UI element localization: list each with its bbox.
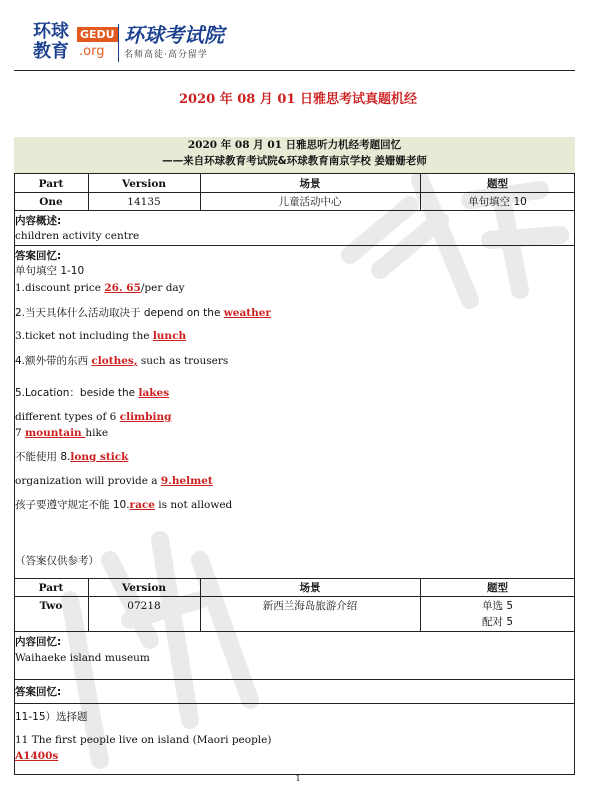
page-title: 2020 年 08 月 01 日雅思考试真题机经 <box>179 92 417 107</box>
summary-text: children activity centre <box>15 230 140 242</box>
row-divider <box>14 245 575 246</box>
question-10: 孩子要遵守规定不能 10.race is not allowed <box>15 499 233 511</box>
row-divider <box>14 703 575 704</box>
question-7: 7 mountain hike <box>15 427 109 439</box>
col-header-scene: 场景 <box>299 582 321 594</box>
table-title-band <box>14 137 575 174</box>
row-divider <box>14 578 575 579</box>
part1-scene: 儿童活动中心 <box>278 196 342 208</box>
question-8: 不能使用 8.long stick <box>15 451 129 463</box>
content-label: 内容回忆: <box>15 636 62 648</box>
question-6: different types of 6 climbing <box>15 411 172 423</box>
content-text: Waihaeke island museum <box>15 652 150 664</box>
answers2-intro: 11-15）选择题 <box>15 711 88 723</box>
page-number: 1 <box>295 774 301 783</box>
row-divider <box>14 210 575 211</box>
question-9: organization will provide a 9.helmet <box>15 475 213 487</box>
logo-text-bottom: 教育 <box>33 41 69 62</box>
brand-tagline: 名师高徒·高分留学 <box>124 50 208 60</box>
part2-number: Two <box>39 600 63 612</box>
col-header-scene: 场景 <box>299 178 321 190</box>
table-title: 2020 年 08 月 01 日雅思听力机经考题回忆 <box>187 139 402 151</box>
part2-type-1: 单选 5 <box>481 600 514 612</box>
question-1: 1.discount price 26. 65/per day <box>15 282 185 294</box>
col-header-part: Part <box>38 582 64 594</box>
part2-version: 07218 <box>127 600 161 612</box>
row-divider <box>14 631 575 632</box>
brand-name: 环球考试院 <box>124 23 224 47</box>
col-header-type: 题型 <box>487 178 508 190</box>
question-3: 3.ticket not including the lunch <box>15 330 187 342</box>
question-11-answer: A1400s <box>15 750 59 762</box>
logo-badge: GEDU <box>77 27 118 42</box>
question-5: 5.Location：beside the lakes <box>15 387 170 399</box>
col-header-version: Version <box>122 178 166 190</box>
part2-type-2: 配对 5 <box>481 616 514 628</box>
table-subtitle: ——来自环球教育考试院&环球教育南京学校 姜姗姗老师 <box>162 155 427 167</box>
question-11: 11 The first people live on island (Maori people) <box>15 734 272 746</box>
col-header-type: 题型 <box>487 582 508 594</box>
logo-text-top: 环球 <box>33 21 69 42</box>
part1-version: 14135 <box>127 196 161 208</box>
reference-note: （答案仅供参考） <box>15 555 99 567</box>
part1-type: 单句填空 10 <box>468 196 527 208</box>
summary-label: 内容概述: <box>15 215 62 227</box>
logo-domain: .org <box>79 44 105 59</box>
row-divider <box>14 679 575 680</box>
col-header-part: Part <box>38 178 64 190</box>
part2-scene: 新西兰海岛旅游介绍 <box>262 600 358 612</box>
col-header-version: Version <box>122 582 166 594</box>
question-4: 4.额外带的东西 clothes, such as trousers <box>15 355 229 367</box>
row-divider <box>14 596 575 597</box>
row-divider <box>14 192 575 193</box>
answers-intro: 单句填空 1-10 <box>15 265 85 277</box>
answers-label: 答案回忆: <box>15 250 62 262</box>
part1-number: One <box>39 196 63 208</box>
answers2-label: 答案回忆: <box>15 686 62 698</box>
question-2: 2.当天具体什么活动取决于 depend on the weather <box>15 307 271 319</box>
